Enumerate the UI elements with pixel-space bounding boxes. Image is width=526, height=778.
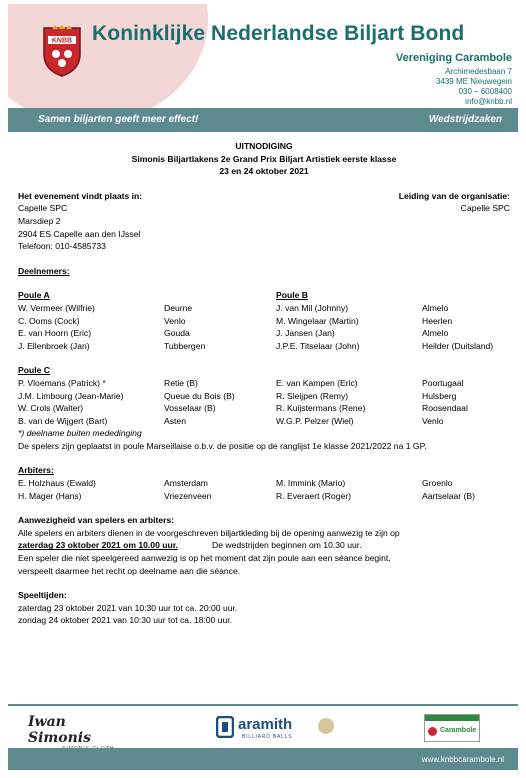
aramith-mark-icon [216, 716, 234, 738]
poule-a-label: Poule A [18, 290, 50, 301]
player-city: Almelo [422, 302, 449, 313]
letterhead [8, 4, 518, 108]
player-name: E. van Hoorn (Eric) [18, 328, 92, 339]
playtime-line: zondag 24 oktober 2021 van 10:30 uur tot ca. 18:00 uur. [18, 615, 233, 626]
email-link[interactable]: info@knbb.nl [465, 97, 512, 106]
billiard-ball-icon [318, 718, 334, 734]
opening-datetime: zaterdag 23 oktober 2021 om 10.00 uur. [18, 540, 179, 551]
table-row [18, 415, 510, 428]
website-link[interactable]: www.knbbcarambole.nl [421, 755, 504, 764]
attendance-text: Alle spelers en arbiters dienen in de voorgeschreven biljartkleding bij de opening aanwezig te zijn op [18, 527, 400, 538]
player-city: Heilder (Duitsland) [422, 340, 494, 351]
player-name: C. Ooms (Cock) [18, 315, 80, 326]
player-city: Asten [164, 415, 186, 426]
aramith-logo-sub: BILLIARD BALLS [242, 734, 293, 740]
table-row [18, 377, 510, 390]
sponsor-bar [8, 708, 518, 746]
player-city: Almelo [422, 328, 449, 339]
arbiter-name: M. Immink (Mario) [276, 478, 346, 489]
invitation-body [18, 140, 510, 627]
address-line: 3439 ME Nieuwegein [435, 77, 512, 86]
simonis-logo [28, 714, 128, 746]
player-name: B. van de Wijgert (Bart) [18, 415, 108, 426]
arbiters-label: Arbiters: [18, 465, 54, 476]
venue-line: 2904 ES Capelle aan den IJssel [18, 228, 141, 239]
table-row [18, 327, 510, 340]
player-name: R. Kuijstermans (Rene) [276, 403, 366, 414]
arbiter-city: Vriezenveen [164, 490, 212, 501]
player-city: Heerlen [422, 315, 453, 326]
arbiter-city: Groenlo [422, 478, 453, 489]
arbiter-name: E. Holzhaus (Ewald) [18, 478, 96, 489]
placement-note: De spelers zijn geplaatst in poule Marseillaise o.b.v. de positie op de ranglijst 1e klasse 2021/2022 na 1 GP. [18, 440, 427, 451]
attendance-text: verspeelt daarmee het recht op deelname aan die séance. [18, 565, 241, 576]
table-row [18, 315, 510, 328]
player-city: Queue du Bois (B) [164, 390, 235, 401]
arbiter-city: Amsterdam [164, 478, 208, 489]
carambole-ball-icon [428, 727, 437, 736]
arbiter-city: Aartselaar (B) [422, 490, 476, 501]
carambole-logo [424, 714, 480, 742]
playtimes-label: Speeltijden: [18, 590, 67, 601]
player-name: W. Crols (Walter) [18, 403, 84, 414]
player-city: Poortugaal [422, 377, 464, 388]
player-name: P. Vloemans (Patrick) * [18, 377, 106, 388]
header-band [8, 108, 518, 132]
venue-phone: Telefoon: 010-4585733 [18, 241, 106, 252]
table-row [18, 340, 510, 353]
player-name: J.P.E. Titselaar (John) [276, 340, 360, 351]
player-name: J. van Mil (Johnny) [276, 302, 349, 313]
org-subtitle: Vereniging Carambole [395, 52, 512, 64]
venue-line: Marsdiep 2 [18, 215, 61, 226]
player-city: Venlo [422, 415, 444, 426]
player-name: J.M. Limbourg (Jean-Marie) [18, 390, 124, 401]
arbiter-name: H. Mager (Hans) [18, 490, 82, 501]
poule-c-label: Poule C [18, 365, 50, 376]
org-title: Koninklijke Nederlandse Biljart Bond [92, 22, 465, 45]
player-name: W. Vermeer (Wilfrie) [18, 302, 95, 313]
start-time: De wedstrijden beginnen om 10.30 uur. [212, 540, 362, 551]
carambole-logo-text: Carambole [440, 727, 477, 734]
player-city: Deurne [164, 302, 193, 313]
player-city: Tubbergen [164, 340, 206, 351]
player-name: W.G.P. Pelzer (Wiel) [276, 415, 354, 426]
organizer-label: Leiding van de organisatie: [398, 190, 510, 201]
player-name: J. Ellenbroek (Jan) [18, 340, 90, 351]
table-row [18, 477, 510, 490]
table-row [18, 302, 510, 315]
slogan: Samen biljarten geeft meer effect! [38, 114, 199, 125]
knbb-logo-icon [40, 24, 84, 78]
player-city: Vosselaar (B) [164, 403, 216, 414]
venue-label: Het evenement vindt plaats in: [18, 190, 143, 201]
header-decoration [8, 4, 208, 108]
player-city: Gouda [164, 328, 190, 339]
address-line: Archimedesbaan 7 [445, 67, 512, 76]
simonis-logo-text: Iwan Simonis [28, 714, 91, 746]
address-line: 030 – 6008400 [458, 87, 512, 96]
aramith-logo [216, 714, 336, 742]
player-name: R. Sleijpen (Remy) [276, 390, 349, 401]
player-city: Retie (B) [164, 377, 198, 388]
playtime-line: zaterdag 23 oktober 2021 van 10:30 uur tot ca. 20:00 uur. [18, 602, 238, 613]
organizer-name: Capelle SPC [460, 203, 510, 214]
poule-b-label: Poule B [276, 290, 308, 301]
participants-label: Deelnemers: [18, 265, 70, 276]
footnote: *) deelname buiten mededinging [18, 428, 142, 439]
invitation-heading: UITNODIGING [235, 141, 293, 151]
arbiter-name: R. Everaert (Roger) [276, 490, 351, 501]
table-row [18, 390, 510, 403]
table-row [18, 402, 510, 415]
player-city: Venlo [164, 315, 186, 326]
aramith-logo-text: aramith [238, 716, 293, 733]
venue-line: Capelle SPC [18, 203, 68, 214]
section-label: Wedstrijdzaken [428, 114, 502, 125]
table-row [18, 490, 510, 503]
footer-divider [8, 704, 518, 706]
player-name: M. Wingelaar (Martin) [276, 315, 359, 326]
attendance-text: Een speler die niet speelgereed aanwezig is op het moment dat zijn poule aan een séance begint, [18, 553, 391, 564]
footer-band [8, 748, 518, 770]
attendance-label: Aanwezigheid van spelers en arbiters: [18, 515, 175, 526]
player-name: J. Jansen (Jan) [276, 328, 335, 339]
event-dates: 23 en 24 oktober 2021 [219, 166, 309, 177]
player-city: Roosendaal [422, 403, 468, 414]
logo-text: KNBB [51, 37, 73, 45]
player-city: Hulsberg [422, 390, 457, 401]
player-name: E. van Kampen (Eric) [276, 377, 358, 388]
event-name: Simonis Biljartlakens 2e Grand Prix Biljart Artistiek eerste klasse [131, 153, 397, 164]
